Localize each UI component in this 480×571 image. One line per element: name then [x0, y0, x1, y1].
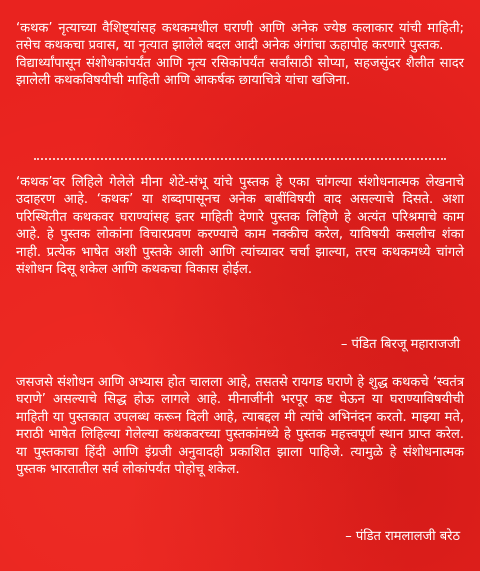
testimonial-1-author: – पंडित बिरजू महाराजजी	[340, 337, 460, 352]
description-paragraph-2: विद्यार्थ्यांपासून संशोधकांपर्यंत आणि नृत्य रसिकांपर्यंत सर्वांसाठी सोप्या, सहजसुंदर शैलीत सादर झालेली कथकविषयीची माहिती आणि आकर्षक छायाचित्रे यांचा खजिना.	[16, 55, 464, 89]
testimonial-2-author: – पंडित रामलालजी बरेठ	[345, 529, 460, 544]
testimonial-2-text: जसजसे संशोधन आणि अभ्यास होत चालला आहे, तसतसे रायगड घराणे हे शुद्ध कथकचे ‘स्वतंत्र घराणे’ असल्याचे सिद्ध होऊ लागले आहे. मीनाजींनी भरपूर कष्ट घेऊन या घराण्याविषयीची माहिती या पुस्तकात उपलब्ध करून दिली आहे, त्याबद्दल मी त्यांचे अभिनंदन करतो. माझ्या मते, मराठी भाषेत लिहिल्या गेलेल्या कथकवरच्या पुस्तकांमध्ये हे पुस्तक महत्त्वपूर्ण स्थान प्राप्त करेल. या पुस्तकाचा हिंदी आणि इंग्रजी अनुवादही प्रकाशित झाला पाहिजे. त्यामुळे हे संशोधनात्मक पुस्तक भारतातील सर्व लोकांपर्यंत पोहोचू शकेल.	[16, 375, 464, 478]
description-paragraph-1: ‘कथक’ नृत्याच्या वैशिष्ट्यांसह कथकमधील घराणी आणि अनेक ज्येष्ठ कलाकार यांची माहिती; तसेच कथकचा प्रवास, या नृत्यात झालेले बदल आदी अनेक अंगांचा ऊहापोह करणारे पुस्तक.	[16, 21, 464, 54]
book-description	[16, 20, 464, 90]
testimonial-2	[16, 374, 464, 478]
dotted-separator	[34, 158, 446, 160]
testimonial-1-text: ‘कथक’वर लिहिले गेलेले मीना शेटे-संभू यांचे पुस्तक हे एका चांगल्या संशोधनात्मक लेखनाचे उदाहरण आहे. ‘कथक’ या शब्दापासूनच अनेक बाबींविषयी वाद असल्याचे दिसते. अशा परिस्थितीत कथकवर घराण्यांसह इतर माहिती देणारे पुस्तक लिहिणे हे अत्यंत परिश्रमाचे काम आहे. हे पुस्तक लोकांना विचारप्रवण करण्याचे काम नक्कीच करेल, याविषयी कसलीच शंका नाही. प्रत्येक भाषेत अशी पुस्तके आली आणि त्यांच्यावर चर्चा झाल्या, तरच कथकमध्ये चांगले संशोधन दिसू शकेल आणि कथकचा विकास होईल.	[16, 175, 464, 278]
testimonial-1	[16, 174, 464, 278]
